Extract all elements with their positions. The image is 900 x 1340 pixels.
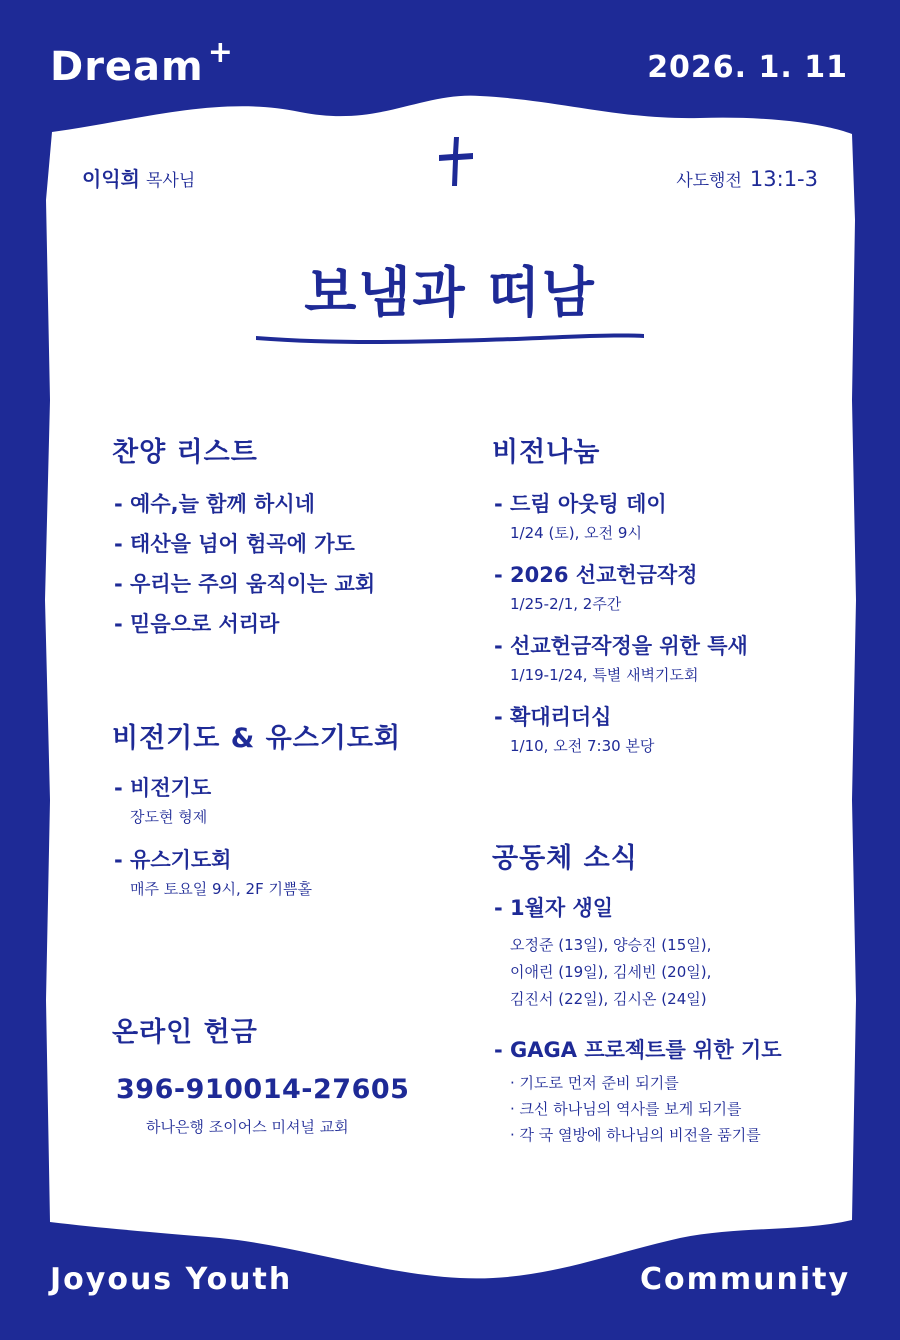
vision-item-detail: 1/25-2/1, 2주간: [510, 595, 622, 613]
song-item: - 우리는 주의 움직이는 교회: [114, 572, 376, 596]
preacher-name: 이익희: [82, 167, 140, 191]
birthday-title: - 1월자 생일: [494, 896, 614, 920]
brand-cross-mark: +: [207, 35, 234, 70]
song-item: - 태산을 넘어 험곡에 가도: [114, 532, 355, 556]
song-item: - 예수,늘 함께 하시네: [114, 492, 315, 516]
prayer-item: [114, 844, 312, 899]
birthday-section: [494, 892, 711, 1013]
offering-heading: 온라인 헌금: [112, 1017, 258, 1048]
brand-text: Dream: [50, 44, 204, 90]
scripture-reference: 13:1-3: [749, 167, 818, 191]
vision-heading: 비전나눔: [492, 437, 601, 468]
birthday-line: 오정준 (13일), 양승진 (15일),: [510, 936, 712, 954]
vision-item-detail: 1/19-1/24, 특별 새벽기도회: [510, 666, 699, 684]
footer-left-text: Joyous Youth: [50, 1262, 293, 1297]
sermon-title: 보냄과 떠남: [304, 261, 596, 324]
brand-logo: [50, 35, 234, 90]
vision-item-detail: 1/24 (토), 오전 9시: [510, 524, 642, 542]
bulletin-date: 2026. 1. 11: [647, 50, 848, 85]
bank-name: 하나은행 조이어스 미셔널 교회: [146, 1118, 349, 1136]
prayer-item: [114, 772, 211, 827]
title-underline: [254, 326, 646, 346]
preacher: [82, 163, 195, 192]
preacher-role: 목사님: [145, 171, 196, 191]
prayer-item-title: - 유스기도회: [114, 848, 232, 872]
cross-icon: [436, 134, 476, 188]
praise-list: [114, 488, 375, 648]
footer-right-text: Community: [639, 1262, 850, 1297]
gaga-section: [494, 1034, 782, 1148]
vision-item: [494, 630, 748, 685]
vision-item-title: - 드림 아웃팅 데이: [494, 492, 667, 516]
vision-item-detail: 1/10, 오전 7:30 본당: [510, 737, 655, 755]
prayer-item-title: - 비전기도: [114, 776, 212, 800]
vision-item: [494, 559, 698, 614]
birthday-line: 이애린 (19일), 김세빈 (20일),: [510, 963, 712, 981]
scripture-book: 사도행전: [676, 171, 742, 191]
prayer-heading: 비전기도 & 유스기도회: [112, 723, 402, 754]
prayer-item-detail: 매주 토요일 9시, 2F 기쁨홀: [130, 880, 312, 898]
vision-item: [494, 488, 667, 543]
vision-item-title: - 확대리더십: [494, 705, 612, 729]
song-item: - 믿음으로 서리라: [114, 612, 280, 636]
scripture: [676, 166, 818, 191]
account-number: 396-910014-27605: [116, 1074, 410, 1105]
gaga-point: · 크신 하나님의 역사를 보게 되기를: [510, 1100, 742, 1118]
gaga-title: - GAGA 프로젝트를 위한 기도: [494, 1038, 782, 1062]
vision-item-title: - 2026 선교헌금작정: [494, 563, 698, 587]
community-heading: 공동체 소식: [492, 843, 638, 874]
gaga-point: · 기도로 먼저 준비 되기를: [510, 1074, 679, 1092]
praise-heading: 찬양 리스트: [112, 437, 258, 468]
prayer-item-detail: 장도현 형제: [130, 808, 208, 826]
vision-item: [494, 701, 654, 756]
birthday-line: 김진서 (22일), 김시온 (24일): [510, 990, 707, 1008]
birthday-lines: [494, 932, 711, 1013]
gaga-points: [494, 1070, 782, 1148]
vision-item-title: - 선교헌금작정을 위한 특새: [494, 634, 748, 658]
gaga-point: · 각 국 열방에 하나님의 비전을 품기를: [510, 1126, 761, 1144]
